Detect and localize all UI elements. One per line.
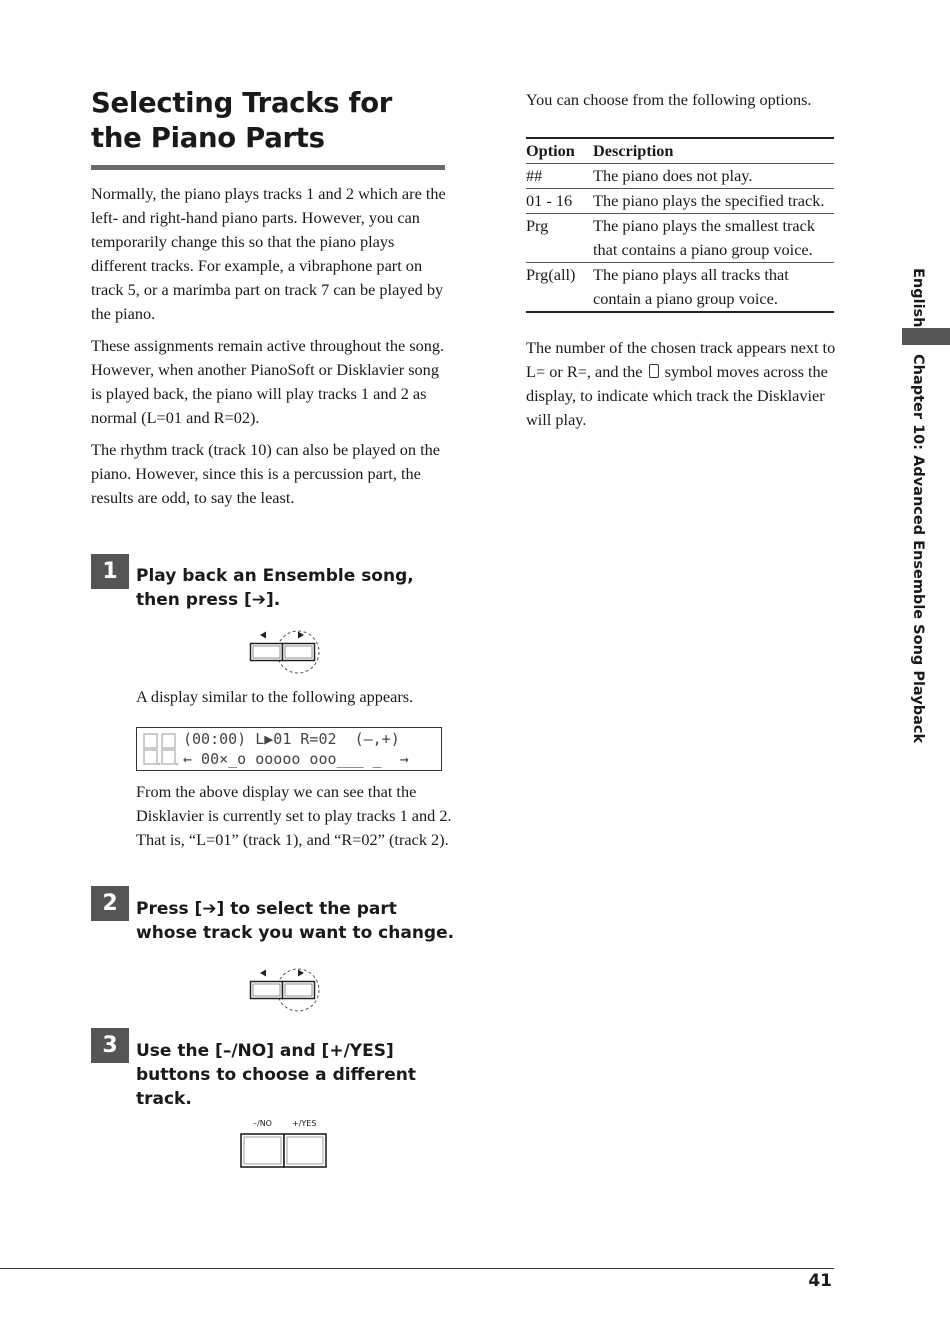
options-intro: You can choose from the following options. (526, 90, 812, 109)
lcd-line-1: (00:00) L▶01 R=02 (–,+) (183, 730, 400, 748)
note-text-after: symbol moves across the display, to indicate which track the Disklavier will play. (526, 362, 828, 429)
seven-segment-digits-icon (142, 731, 182, 767)
page-title: Selecting Tracks for the Piano Parts (91, 87, 393, 154)
side-chapter-tab (902, 328, 950, 345)
description-cell: The piano plays the specified track. (593, 189, 834, 214)
options-table-header (526, 138, 834, 164)
track-indicator-note (526, 336, 836, 432)
step-1-display-explanation: From the above display we can see that the Disklavier is currently set to play tracks 1 and 2. That is, “L=01” (track 1), and “R=02” (track 2). (136, 782, 452, 849)
note-text-before: The number of the chosen track appears next to L= or R=, and the (526, 338, 836, 381)
description-column-header: Description (593, 138, 834, 164)
lcd-line-2: ← 00×_o ooooo ooo___ _ → (183, 750, 409, 768)
footer-rule (0, 1268, 834, 1269)
side-language-label: English (910, 268, 926, 328)
step-1-display-intro: A display similar to the following appears. (136, 687, 414, 706)
intro-paragraph-3: The rhythm track (track 10) can also be played on the piano. However, since this is a percussion part, the results are odd, to say the least. (91, 440, 441, 507)
description-cell: The piano plays the smallest track that contains a piano group voice. (593, 214, 834, 263)
step-3-title: Use the [–/NO] and [+/YES] buttons to choose a different track. (136, 1041, 417, 1109)
no-button-label: –/NO (253, 1119, 272, 1128)
table-row (526, 214, 834, 263)
page-number: 41 (808, 1271, 832, 1291)
table-row (526, 189, 834, 214)
options-table (526, 137, 834, 313)
arrow-buttons-icon (248, 966, 324, 1014)
step-1-title: Play back an Ensemble song, then press [➔]. (136, 566, 414, 610)
lcd-display (136, 727, 442, 771)
description-cell: The piano does not play. (593, 164, 834, 189)
side-chapter-label: Chapter 10: Advanced Ensemble Song Playback (910, 354, 926, 744)
option-cell: Prg(all) (526, 263, 593, 313)
step-1-number: 1 (91, 554, 129, 589)
option-cell: Prg (526, 214, 593, 263)
table-row (526, 263, 834, 313)
title-block (91, 86, 445, 170)
title-rule (91, 165, 445, 170)
no-yes-button-pair-icon (240, 1133, 328, 1169)
intro-paragraph-1: Normally, the piano plays tracks 1 and 2 which are the left- and right-hand piano parts. However, you can temporarily change this so that the piano plays different tracks. For example, a vibraphone part on track 5, or a marimba part on track 7 can be played by the piano. (91, 184, 446, 323)
arrow-buttons-icon (248, 628, 324, 676)
description-cell: The piano plays all tracks that contain a piano group voice. (593, 263, 834, 313)
option-cell: ## (526, 164, 593, 189)
option-cell: 01 - 16 (526, 189, 593, 214)
option-column-header: Option (526, 138, 593, 164)
yes-button-label: +/YES (292, 1119, 317, 1128)
step-2-title: Press [➔] to select the part whose track you want to change. (136, 899, 455, 943)
cursor-symbol-icon (649, 364, 659, 378)
step-3-number: 3 (91, 1028, 129, 1063)
step-2-number: 2 (91, 886, 129, 921)
no-yes-buttons (240, 1119, 328, 1169)
intro-paragraph-2: These assignments remain active throughout the song. However, when another PianoSoft or Disklavier song is played back, the piano will play tracks 1 and 2 as normal (L=01 and R=02). (91, 336, 445, 427)
table-row (526, 164, 834, 189)
